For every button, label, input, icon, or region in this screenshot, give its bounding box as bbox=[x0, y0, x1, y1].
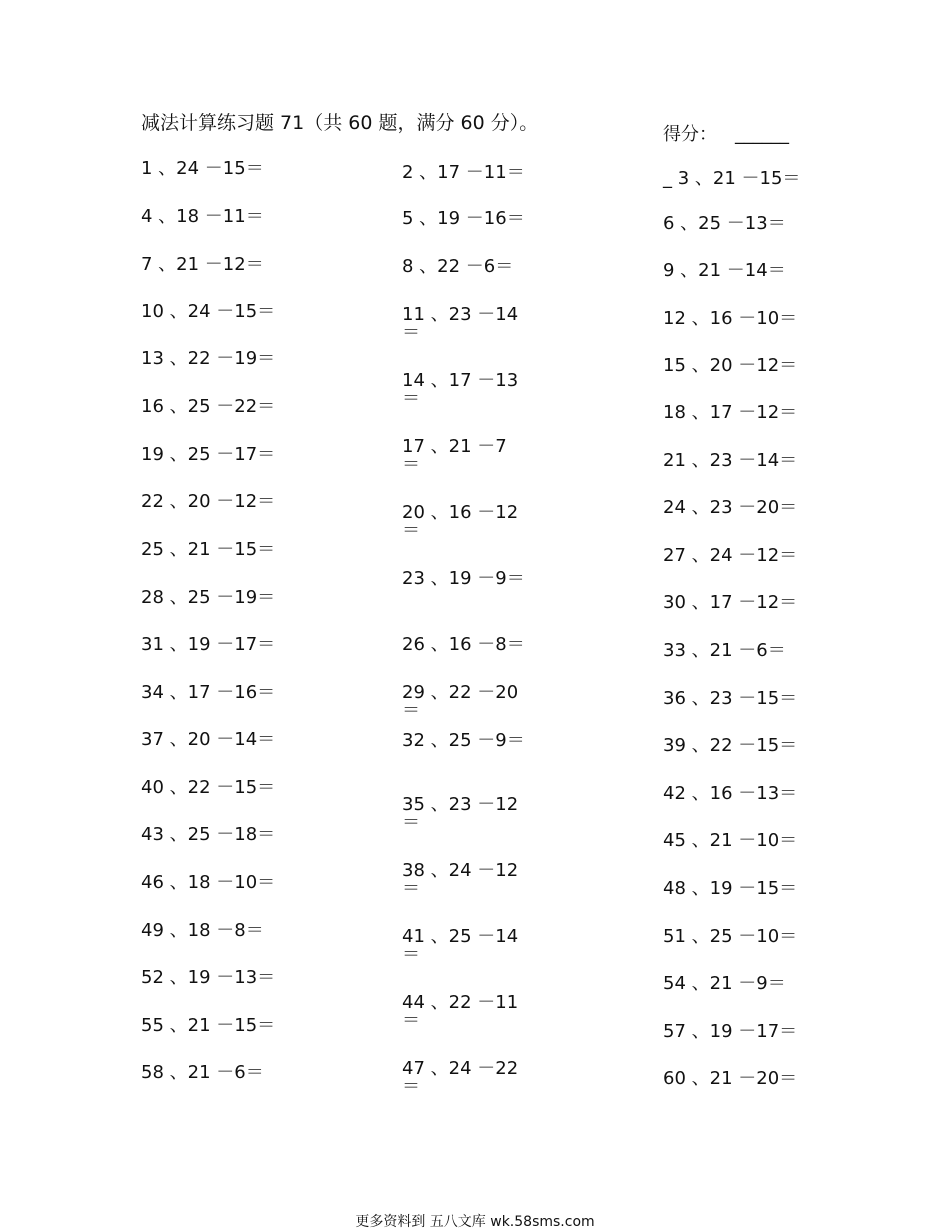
problem-equals-wrapped: ＝ bbox=[402, 944, 420, 965]
problem-item bbox=[402, 1058, 519, 1097]
problem-text: 24 、23 －20＝ bbox=[663, 497, 798, 518]
problem-item bbox=[402, 256, 513, 278]
problem-text: 46 、18 －10＝ bbox=[141, 872, 276, 893]
problem-item bbox=[141, 967, 275, 989]
problem-item bbox=[663, 1068, 797, 1090]
problem-item bbox=[141, 1015, 275, 1037]
problem-item bbox=[663, 260, 786, 282]
problem-item bbox=[663, 878, 797, 900]
problem-text: 39 、22 －15＝ bbox=[663, 735, 798, 756]
problem-text: 16 、25 －22＝ bbox=[141, 396, 276, 417]
problem-text: 47 、24 －22 bbox=[402, 1058, 519, 1079]
problem-equals-wrapped: ＝ bbox=[402, 812, 420, 833]
problem-item bbox=[141, 1062, 264, 1084]
problem-item bbox=[402, 436, 507, 475]
problem-equals-wrapped: ＝ bbox=[402, 520, 420, 541]
problem-text: 49 、18 －8＝ bbox=[141, 920, 264, 941]
problem-text: 44 、22 －11 bbox=[402, 992, 519, 1013]
problem-item bbox=[402, 682, 519, 721]
problem-item bbox=[402, 926, 519, 965]
problem-text: 40 、22 －15＝ bbox=[141, 777, 276, 798]
problem-item bbox=[141, 206, 264, 228]
problem-text: 9 、21 －14＝ bbox=[663, 260, 786, 281]
score-label: 得分： bbox=[663, 124, 717, 145]
problem-text: 27 、24 －12＝ bbox=[663, 545, 798, 566]
problem-text: 52 、19 －13＝ bbox=[141, 967, 276, 988]
problem-item bbox=[402, 162, 525, 184]
problem-text: 25 、21 －15＝ bbox=[141, 539, 276, 560]
problem-item bbox=[141, 824, 275, 846]
problem-text: 51 、25 －10＝ bbox=[663, 926, 798, 947]
problem-text: 33 、21 －6＝ bbox=[663, 640, 786, 661]
problem-text: 38 、24 －12 bbox=[402, 860, 519, 881]
problem-item bbox=[663, 213, 786, 235]
problem-text: 34 、17 －16＝ bbox=[141, 682, 276, 703]
problem-item bbox=[663, 640, 786, 662]
problem-item bbox=[402, 730, 525, 752]
problem-item bbox=[402, 794, 519, 833]
problem-text: 42 、16 －13＝ bbox=[663, 783, 798, 804]
problem-item bbox=[141, 301, 275, 323]
problem-item bbox=[402, 502, 519, 541]
problem-text: 43 、25 －18＝ bbox=[141, 824, 276, 845]
problem-equals-wrapped: ＝ bbox=[402, 322, 420, 343]
problem-text: 18 、17 －12＝ bbox=[663, 402, 798, 423]
footer-watermark: 更多资料到 五八文库 wk.58sms.com bbox=[355, 1214, 595, 1230]
problem-text: 23 、19 －9＝ bbox=[402, 568, 525, 589]
problem-text: 28 、25 －19＝ bbox=[141, 587, 276, 608]
problem-equals-wrapped: ＝ bbox=[402, 1010, 420, 1031]
problem-text: 11 、23 －14 bbox=[402, 304, 519, 325]
problem-item bbox=[402, 304, 519, 343]
problem-text: 60 、21 －20＝ bbox=[663, 1068, 798, 1089]
problem-item bbox=[402, 370, 519, 409]
problem-text: 20 、16 －12 bbox=[402, 502, 519, 523]
problem-item bbox=[141, 254, 264, 276]
problem-item bbox=[663, 1021, 797, 1043]
problem-text: 30 、17 －12＝ bbox=[663, 592, 798, 613]
problem-item bbox=[141, 587, 275, 609]
problem-item bbox=[141, 539, 275, 561]
problem-item bbox=[141, 158, 264, 180]
problem-item bbox=[663, 355, 797, 377]
problem-item bbox=[663, 926, 797, 948]
problem-item bbox=[663, 308, 797, 330]
problem-text: 37 、20 －14＝ bbox=[141, 729, 276, 750]
problem-item bbox=[663, 168, 800, 190]
score-blank[interactable]: ______ bbox=[735, 124, 789, 145]
problem-text: 26 、16 －8＝ bbox=[402, 634, 525, 655]
problem-text: 17 、21 －7 bbox=[402, 436, 507, 457]
problem-text: 35 、23 －12 bbox=[402, 794, 519, 815]
problem-text: 54 、21 －9＝ bbox=[663, 973, 786, 994]
problem-text: 31 、19 －17＝ bbox=[141, 634, 276, 655]
problem-item bbox=[663, 830, 797, 852]
problem-item bbox=[663, 545, 797, 567]
problem-text: _ 3 、21 －15＝ bbox=[663, 168, 801, 189]
problem-equals-wrapped: ＝ bbox=[402, 700, 420, 721]
problem-item bbox=[402, 208, 525, 230]
problem-text: 4 、18 －11＝ bbox=[141, 206, 264, 227]
problem-text: 32 、25 －9＝ bbox=[402, 730, 525, 751]
problem-text: 22 、20 －12＝ bbox=[141, 491, 276, 512]
problem-item bbox=[663, 688, 797, 710]
problem-text: 21 、23 －14＝ bbox=[663, 450, 798, 471]
problem-equals-wrapped: ＝ bbox=[402, 1076, 420, 1097]
problem-item bbox=[141, 491, 275, 513]
problem-item bbox=[141, 444, 275, 466]
problem-item bbox=[141, 729, 275, 751]
problem-equals-wrapped: ＝ bbox=[402, 388, 420, 409]
problem-item bbox=[663, 450, 797, 472]
problem-item bbox=[141, 920, 264, 942]
problem-item bbox=[402, 992, 519, 1031]
problem-text: 10 、24 －15＝ bbox=[141, 301, 276, 322]
problem-text: 57 、19 －17＝ bbox=[663, 1021, 798, 1042]
problem-text: 1 、24 －15＝ bbox=[141, 158, 264, 179]
problem-item bbox=[402, 568, 525, 590]
problem-text: 55 、21 －15＝ bbox=[141, 1015, 276, 1036]
problem-text: 58 、21 －6＝ bbox=[141, 1062, 264, 1083]
problem-item bbox=[663, 973, 786, 995]
problem-text: 45 、21 －10＝ bbox=[663, 830, 798, 851]
problem-text: 8 、22 －6＝ bbox=[402, 256, 514, 277]
problem-text: 13 、22 －19＝ bbox=[141, 348, 276, 369]
problem-item bbox=[402, 860, 519, 899]
problem-text: 7 、21 －12＝ bbox=[141, 254, 264, 275]
problem-item bbox=[141, 872, 275, 894]
page-title: 减法计算练习题 71（共 60 题，满分 60 分）。 bbox=[141, 112, 539, 134]
problem-text: 12 、16 －10＝ bbox=[663, 308, 798, 329]
problem-text: 6 、25 －13＝ bbox=[663, 213, 786, 234]
problem-item bbox=[141, 348, 275, 370]
problem-text: 14 、17 －13 bbox=[402, 370, 519, 391]
problem-equals-wrapped: ＝ bbox=[402, 878, 420, 899]
problem-text: 19 、25 －17＝ bbox=[141, 444, 276, 465]
problem-item bbox=[141, 682, 275, 704]
problem-item bbox=[141, 396, 275, 418]
problem-text: 36 、23 －15＝ bbox=[663, 688, 798, 709]
problem-item bbox=[663, 402, 797, 424]
score-field bbox=[663, 120, 789, 146]
problem-item bbox=[663, 592, 797, 614]
problem-text: 48 、19 －15＝ bbox=[663, 878, 798, 899]
problem-text: 41 、25 －14 bbox=[402, 926, 519, 947]
problem-item bbox=[141, 634, 275, 656]
problem-item bbox=[141, 777, 275, 799]
problem-text: 29 、22 －20 bbox=[402, 682, 519, 703]
problem-text: 5 、19 －16＝ bbox=[402, 208, 525, 229]
problem-text: 15 、20 －12＝ bbox=[663, 355, 798, 376]
problem-item bbox=[663, 735, 797, 757]
problem-item bbox=[663, 497, 797, 519]
problem-text: 2 、17 －11＝ bbox=[402, 162, 525, 183]
problem-item bbox=[663, 783, 797, 805]
problem-item bbox=[402, 634, 525, 656]
problem-equals-wrapped: ＝ bbox=[402, 454, 420, 475]
